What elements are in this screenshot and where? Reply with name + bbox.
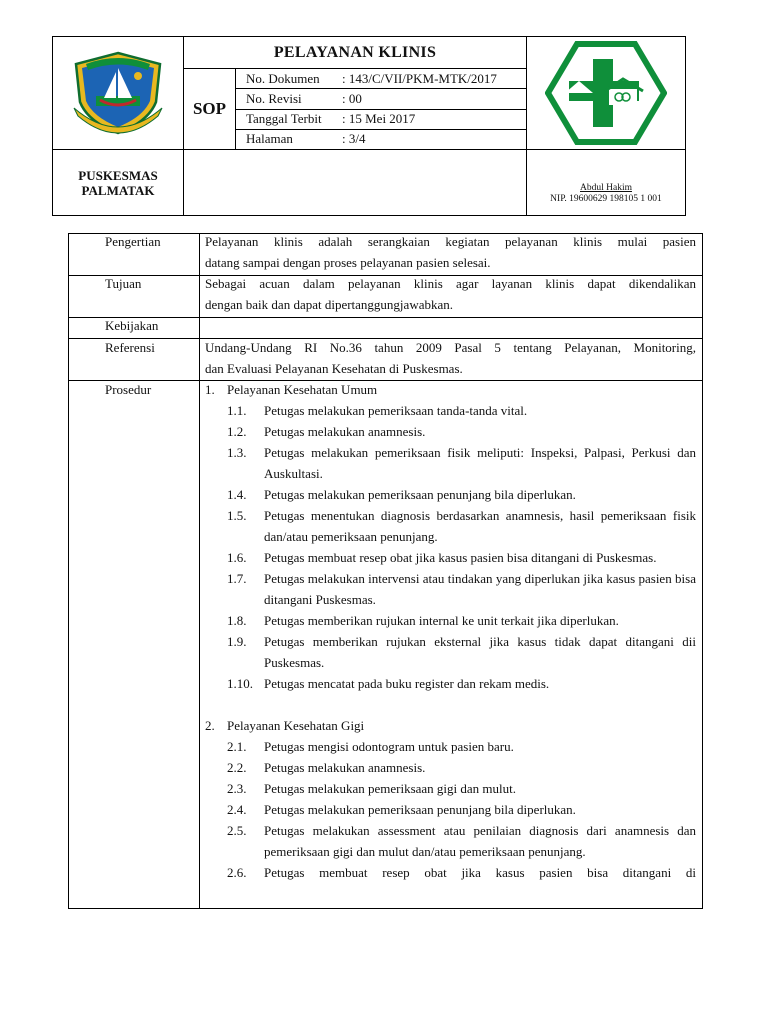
procedure-item xyxy=(205,757,696,778)
item-text: Petugas melakukan intervensi atau tindakan yang diperlukan jika kasus pasien bisa ditangani Puskesmas. xyxy=(264,571,696,607)
item-text: Petugas melakukan pemeriksaan penunjang bila diperlukan. xyxy=(264,802,576,817)
puskesmas-logo-icon xyxy=(545,41,667,145)
item-text: Petugas melakukan pemeriksaan tanda-tanda vital. xyxy=(264,403,528,418)
reference-line: dan Evaluasi Pelayanan Kesehatan di Puskesmas. xyxy=(205,361,463,376)
item-text: Petugas memberikan rujukan eksternal jika kasus tidak dapat ditangani dii Puskesmas. xyxy=(264,634,696,670)
procedure-item xyxy=(205,673,696,694)
item-number: 2.2. xyxy=(227,760,247,775)
meta-value: : 143/C/VII/PKM-MTK/2017 xyxy=(342,70,497,86)
procedure-list xyxy=(205,379,696,883)
item-number: 2.1. xyxy=(227,739,247,754)
sop-label: SOP xyxy=(184,69,236,150)
procedure-item xyxy=(205,568,696,610)
meta-key: No. Revisi xyxy=(246,90,302,106)
item-text: Petugas melakukan pemeriksaan penunjang bila diperlukan. xyxy=(264,487,576,502)
procedure-item xyxy=(205,736,696,757)
procedure-section-header xyxy=(205,715,696,736)
row-divider xyxy=(69,317,702,318)
item-text: Petugas memberikan rujukan internal ke unit terkait jika diperlukan. xyxy=(264,613,619,628)
label-referensi: Referensi xyxy=(105,340,155,355)
purpose-line: dengan baik dan dapat dipertanggungjawabkan. xyxy=(205,297,453,312)
sop-header-table xyxy=(52,36,686,216)
item-number: 2.5. xyxy=(227,823,247,838)
health-logo-cell xyxy=(527,37,685,150)
item-number: 1.5. xyxy=(227,508,247,523)
meta-value: : 15 Mei 2017 xyxy=(342,111,416,127)
item-number: 1.9. xyxy=(227,634,247,649)
meta-key: Halaman xyxy=(246,131,293,147)
meta-key: Tanggal Terbit xyxy=(246,111,322,127)
sop-body-table xyxy=(68,233,703,909)
procedure-item xyxy=(205,610,696,631)
procedure-item xyxy=(205,442,696,484)
procedure-item xyxy=(205,631,696,673)
procedure-item xyxy=(205,400,696,421)
definition-line: Pelayanan klinis adalah serangkaian kegiatan pelayanan klinis mulai pasien xyxy=(205,234,696,249)
organization-name xyxy=(53,150,184,215)
procedure-item xyxy=(205,505,696,547)
procedure-item xyxy=(205,778,696,799)
reference-line: Undang-Undang RI No.36 tahun 2009 Pasal 5 tentang Pelayanan, Monitoring, xyxy=(205,340,696,355)
meta-row-revision xyxy=(236,89,527,109)
procedure-item xyxy=(205,799,696,820)
item-number: 2.4. xyxy=(227,802,247,817)
definition-text xyxy=(205,231,696,273)
item-number: 2.3. xyxy=(227,781,247,796)
label-prosedur: Prosedur xyxy=(105,382,152,397)
signature-block xyxy=(527,150,685,215)
meta-row-document-number xyxy=(236,69,527,89)
label-kebijakan: Kebijakan xyxy=(105,318,159,333)
item-text: Petugas melakukan pemeriksaan fisik meliputi: Inspeksi, Palpasi, Perkusi dan Auskultasi. xyxy=(264,445,696,481)
section-number: 2. xyxy=(205,718,215,733)
item-number: 1.10. xyxy=(227,676,253,691)
section-title: Pelayanan Kesehatan Umum xyxy=(227,382,378,397)
item-number: 2.6. xyxy=(227,865,247,880)
section-title: Pelayanan Kesehatan Gigi xyxy=(227,718,365,733)
signer-nip: NIP. 19600629 198105 1 001 xyxy=(550,194,662,204)
definition-line: datang sampai dengan proses pelayanan pasien selesai. xyxy=(205,255,491,270)
procedure-item xyxy=(205,484,696,505)
item-text: Petugas mengisi odontogram untuk pasien baru. xyxy=(264,739,514,754)
procedure-item xyxy=(205,421,696,442)
item-number: 1.7. xyxy=(227,571,247,586)
item-number: 1.3. xyxy=(227,445,247,460)
item-number: 1.8. xyxy=(227,613,247,628)
section-spacer xyxy=(205,694,696,715)
meta-key: No. Dokumen xyxy=(246,70,320,86)
signer-name: Abdul Hakim xyxy=(580,183,632,193)
item-text: Petugas melakukan pemeriksaan gigi dan mulut. xyxy=(264,781,516,796)
label-tujuan: Tujuan xyxy=(105,276,142,291)
blank-cell xyxy=(184,150,527,215)
item-text: Petugas melakukan assessment atau penilaian diagnosis dari anamnesis dan pemeriksaan gigi dan mulut dan/atau pemeriksaan penunjang. xyxy=(264,823,696,859)
label-pengertian: Pengertian xyxy=(105,234,161,249)
meta-row-issue-date xyxy=(236,110,527,130)
item-text: Petugas melakukan anamnesis. xyxy=(264,760,426,775)
item-text: Petugas membuat resep obat jika kasus pasien bisa ditangani di Puskesmas. xyxy=(264,550,657,565)
item-number: 1.6. xyxy=(227,550,247,565)
item-text: Petugas mencatat pada buku register dan rekam medis. xyxy=(264,676,550,691)
meta-row-page xyxy=(236,130,527,150)
item-number: 1.4. xyxy=(227,487,247,502)
purpose-line: Sebagai acuan dalam pelayanan klinis agar layanan klinis dapat dikendalikan xyxy=(205,276,696,291)
organization-line-2: PALMATAK xyxy=(81,182,155,198)
section-number: 1. xyxy=(205,382,215,397)
regency-emblem-icon xyxy=(68,50,168,136)
item-number: 1.2. xyxy=(227,424,247,439)
purpose-text xyxy=(205,273,696,315)
procedure-item xyxy=(205,547,696,568)
item-text: Petugas membuat resep obat jika kasus pasien bisa ditangani di xyxy=(264,865,696,880)
document-title: PELAYANAN KLINIS xyxy=(184,37,527,69)
procedure-section-header xyxy=(205,379,696,400)
regency-logo-cell xyxy=(53,37,184,150)
item-text: Petugas melakukan anamnesis. xyxy=(264,424,426,439)
item-text: Petugas menentukan diagnosis berdasarkan anamnesis, hasil pemeriksaan fisik dan/atau pemeriksaan penunjang. xyxy=(264,508,696,544)
procedure-item xyxy=(205,820,696,862)
meta-value: : 00 xyxy=(342,90,362,106)
item-number: 1.1. xyxy=(227,403,247,418)
meta-value: : 3/4 xyxy=(342,131,366,147)
column-divider xyxy=(199,234,200,908)
organization-line-1: PUSKESMAS xyxy=(78,167,158,183)
reference-text xyxy=(205,337,696,379)
procedure-item xyxy=(205,862,696,883)
